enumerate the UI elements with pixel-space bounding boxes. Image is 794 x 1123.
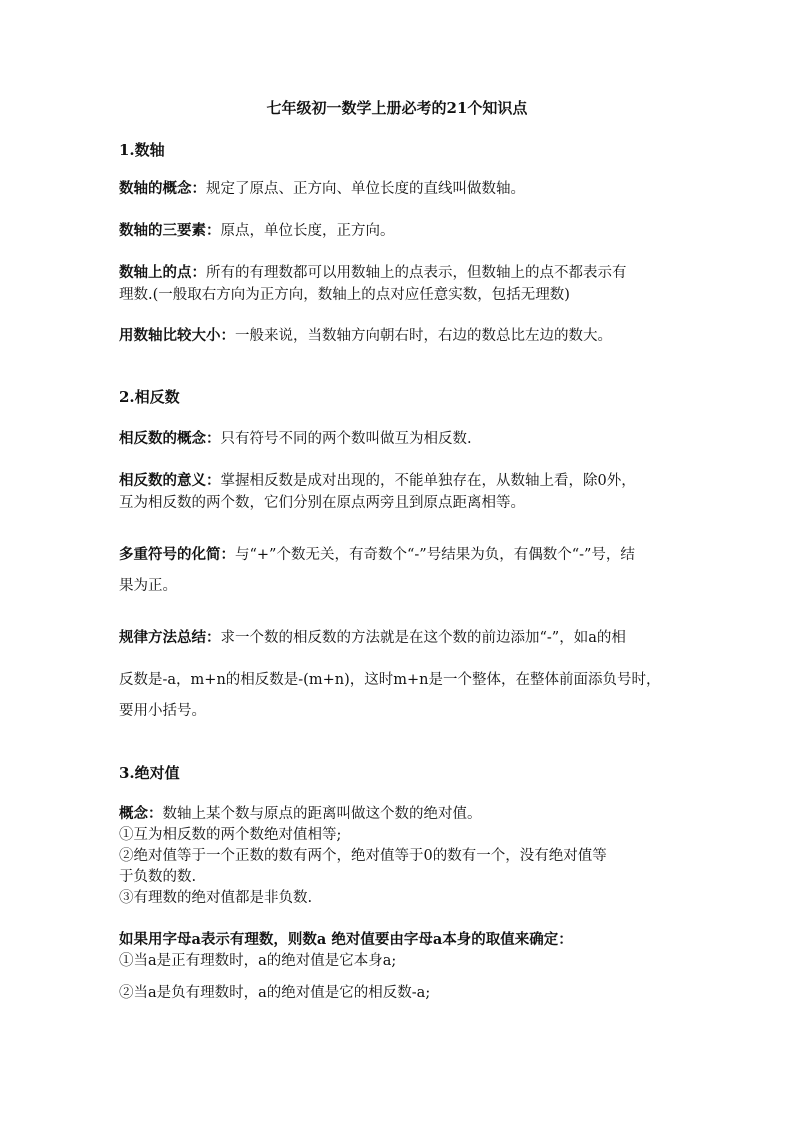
s3-item-2-line2: 于负数的数. [119,869,197,885]
s2-concept-label: 相反数的概念： [119,430,221,447]
s1-paragraph-points-line1 [119,262,679,284]
s1-compare-text: 一般来说，当数轴方向朝右时，右边的数总比左边的数大。 [235,328,612,344]
s2-method-text-1: 求一个数的相反数的方法就是在这个数的前边添加“-”，如a的相 [220,630,626,646]
s1-concept-label: 数轴的概念： [119,180,206,197]
s2-signs-text-1: 与“+”个数无关，有奇数个“-”号结果为负，有偶数个“-”号，结 [235,547,635,563]
s1-points-text-1: 所有的有理数都可以用数轴上的点表示，但数轴上的点不都表示有 [206,265,627,281]
s2-signs-text-2: 果为正。 [119,578,177,594]
s3-case-2: ②当a是负有理数时，a的绝对值是它的相反数-a; [119,985,431,1001]
s1-elements-text: 原点，单位长度，正方向。 [220,223,395,239]
s3-item-3: ③有理数的绝对值都是非负数. [119,890,313,906]
s2-paragraph-method-line1 [119,627,679,649]
s2-method-label: 规律方法总结： [119,629,221,646]
section-2-heading: 2.相反数 [119,388,180,406]
s1-points-text-2: 理数.(一般取右方向为正方向，数轴上的点对应任意实数，包括无理数) [119,287,570,303]
s2-paragraph-concept [119,428,679,450]
s1-paragraph-compare [119,325,679,347]
s2-method-text-3: 要用小括号。 [119,703,206,719]
s3-item-2-line1: ②绝对值等于一个正数的数有两个，绝对值等于0的数有一个，没有绝对值等 [119,848,607,864]
s2-meaning-label: 相反数的意义： [119,472,221,489]
s2-meaning-text-1: 掌握相反数是成对出现的，不能单独存在，从数轴上看，除0外， [220,473,636,489]
s2-paragraph-meaning-line1 [119,470,679,492]
s3-concept-label: 概念： [119,805,163,822]
s3-item-1: ①互为相反数的两个数绝对值相等; [119,827,342,843]
section-3-heading: 3.绝对值 [119,764,180,782]
s2-concept-text: 只有符号不同的两个数叫做互为相反数. [220,431,472,447]
s1-points-label: 数轴上的点： [119,264,206,281]
document-title: 七年级初一数学上册必考的21个知识点 [266,99,528,117]
s2-paragraph-signs-line1 [119,544,679,566]
s2-signs-label: 多重符号的化简： [119,546,235,563]
s2-meaning-text-2: 互为相反数的两个数，它们分别在原点两旁且到原点距离相等。 [119,495,525,511]
section-1-heading: 1.数轴 [119,141,165,159]
s3-paragraph-concept [119,803,679,825]
s1-compare-label: 用数轴比较大小： [119,327,235,344]
s3-concept-text: 数轴上某个数与原点的距离叫做这个数的绝对值。 [162,806,482,822]
s1-elements-label: 数轴的三要素： [119,222,221,239]
s3-case-1: ①当a是正有理数时，a的绝对值是它本身a; [119,953,397,969]
s1-paragraph-concept [119,178,679,200]
s3-rule-heading: 如果用字母a表示有理数，则数a 绝对值要由字母a本身的取值来确定： [119,931,573,948]
s1-paragraph-elements [119,220,679,242]
s2-method-text-2: 反数是-a，m+n的相反数是-(m+n)，这时m+n是一个整体，在整体前面添负号时， [119,672,661,688]
s1-concept-text: 规定了原点、正方向、单位长度的直线叫做数轴。 [206,181,525,197]
